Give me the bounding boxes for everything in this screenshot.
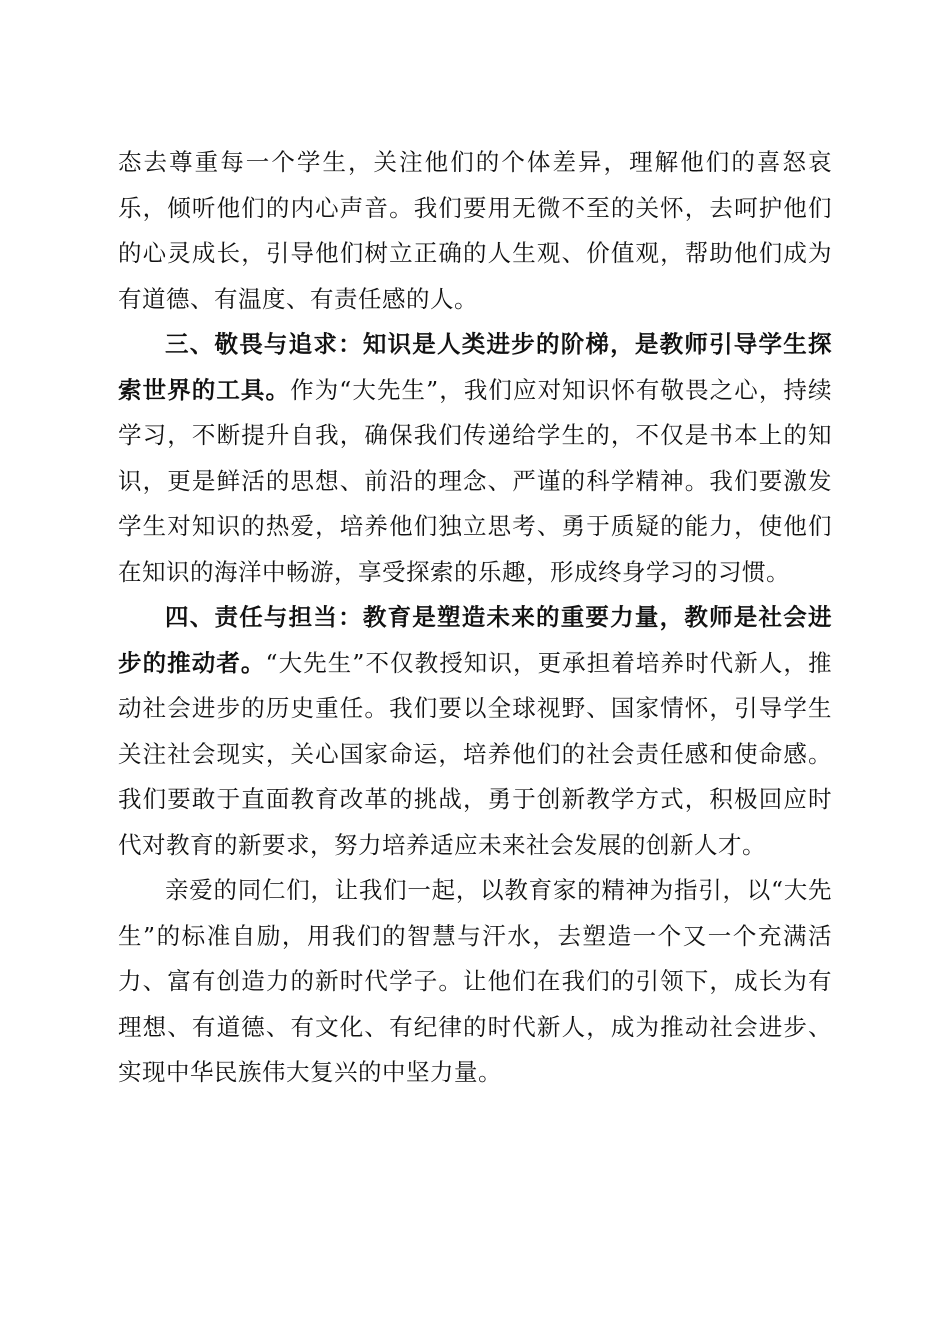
paragraph-section-4	[118, 595, 832, 868]
section-4-heading: 四、责任与担当：教育是塑造未来的重要力量，教师是社会进步的推动者。	[118, 603, 832, 677]
section-3-body: 作为“大先生”，我们应对知识怀有敬畏之心，持续学习，不断提升自我，确保我们传递给学生的，不仅是书本上的知识，更是鲜活的思想、前沿的理念、严谨的科学精神。我们要激发学生对知识的热爱，培养他们独立思考、勇于质疑的能力，使他们在知识的海洋中畅游，享受探索的乐趣，形成终身学习的习惯。	[118, 375, 833, 586]
section-3-heading: 三、敬畏与追求：知识是人类进步的阶梯，是教师引导学生探索世界的工具。	[118, 330, 832, 404]
paragraph-closing: 亲爱的同仁们，让我们一起，以教育家的精神为指引，以“大先生”的标准自励，用我们的智慧与汗水，去塑造一个又一个充满活力、富有创造力的新时代学子。让他们在我们的引领下，成长为有理想、有道德、有文化、有纪律的时代新人，成为推动社会进步、实现中华民族伟大复兴的中坚力量。	[118, 876, 832, 1086]
section-4-body: “大先生”不仅教授知识，更承担着培养时代新人，推动社会进步的历史重任。我们要以全球视野、国家情怀，引导学生关注社会现实，关心国家命运，培养他们的社会责任感和使命感。我们要敢于直面教育改革的挑战，勇于创新教学方式，积极回应时代对教育的新要求，努力培养适应未来社会发展的创新人才。	[118, 648, 833, 859]
paragraph-section-3	[118, 322, 832, 595]
paragraph-continuation: 态去尊重每一个学生，关注他们的个体差异，理解他们的喜怒哀乐，倾听他们的内心声音。我们要用无微不至的关怀，去呵护他们的心灵成长，引导他们树立正确的人生观、价值观，帮助他们成为有道德、有温度、有责任感的人。	[118, 148, 832, 313]
document-page	[118, 140, 832, 1096]
